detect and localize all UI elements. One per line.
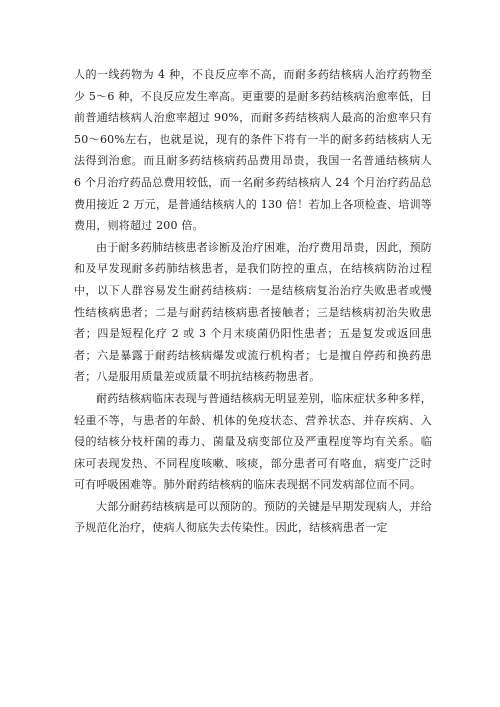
paragraph-4: 大部分耐药结核病是可以预防的。预防的关键是早期发现病人，并给予规范化治疗，使病人彻底失去传染性。因此，结核病患者一定: [74, 499, 432, 535]
document-body: [74, 64, 432, 539]
paragraph-3: 耐药结核病临床表现与普通结核病无明显差别，临床症状多种多样，轻重不等，与患者的年龄、机体的免疫状态、营养状态、并存疾病、入侵的结核分枝杆菌的毒力、菌量及病变部位及严重程度等均有关系。临床可表现发热、不同程度咳嗽、咳痰，部分患者可有咯血，病变广泛时可有呼吸困难等。肺外耐药结核病的临床表现据不同发病部位而不同。: [74, 391, 432, 492]
paragraph-1: 人的一线药物为 4 种，不良反应率不高，而耐多药结核病人治疗药物至少 5～6 种，不良反应发生率高。更重要的是耐多药结核病治愈率低，目前普通结核病人治愈率超过 90%，而耐多药结核病人最高的治愈率只有 50～60%左右，也就是说，现有的条件下将有一半的耐多药结核病人无法得到治愈。而且耐多药结核病药品费用昂贵，我国一名普通结核病人 6 个月治疗药品总费用较低，而一名耐多药结核病人 24 个月治疗药品总费用接近 2 万元，是普通结核病人的 130 倍！若加上各项检查、培训等费用，则将超过 200 倍。: [74, 68, 432, 233]
paragraph-2: 由于耐多药肺结核患者诊断及治疗困难，治疗费用昂贵，因此，预防和及早发现耐多药肺结核患者，是我们防控的重点，在结核病防治过程中，以下人群容易发生耐药结核病：一是结核病复治治疗失败患者或慢性结核病患者；二是与耐药结核病患者接触者；三是结核病初治失败患者；四是短程化疗 2 或 3 个月末痰菌仍阳性患者；五是复发或返回患者；六是暴露于耐药结核病爆发或流行机构者；七是擅自停药和换药患者；八是服用质量差或质量不明抗结核药物患者。: [74, 240, 432, 384]
